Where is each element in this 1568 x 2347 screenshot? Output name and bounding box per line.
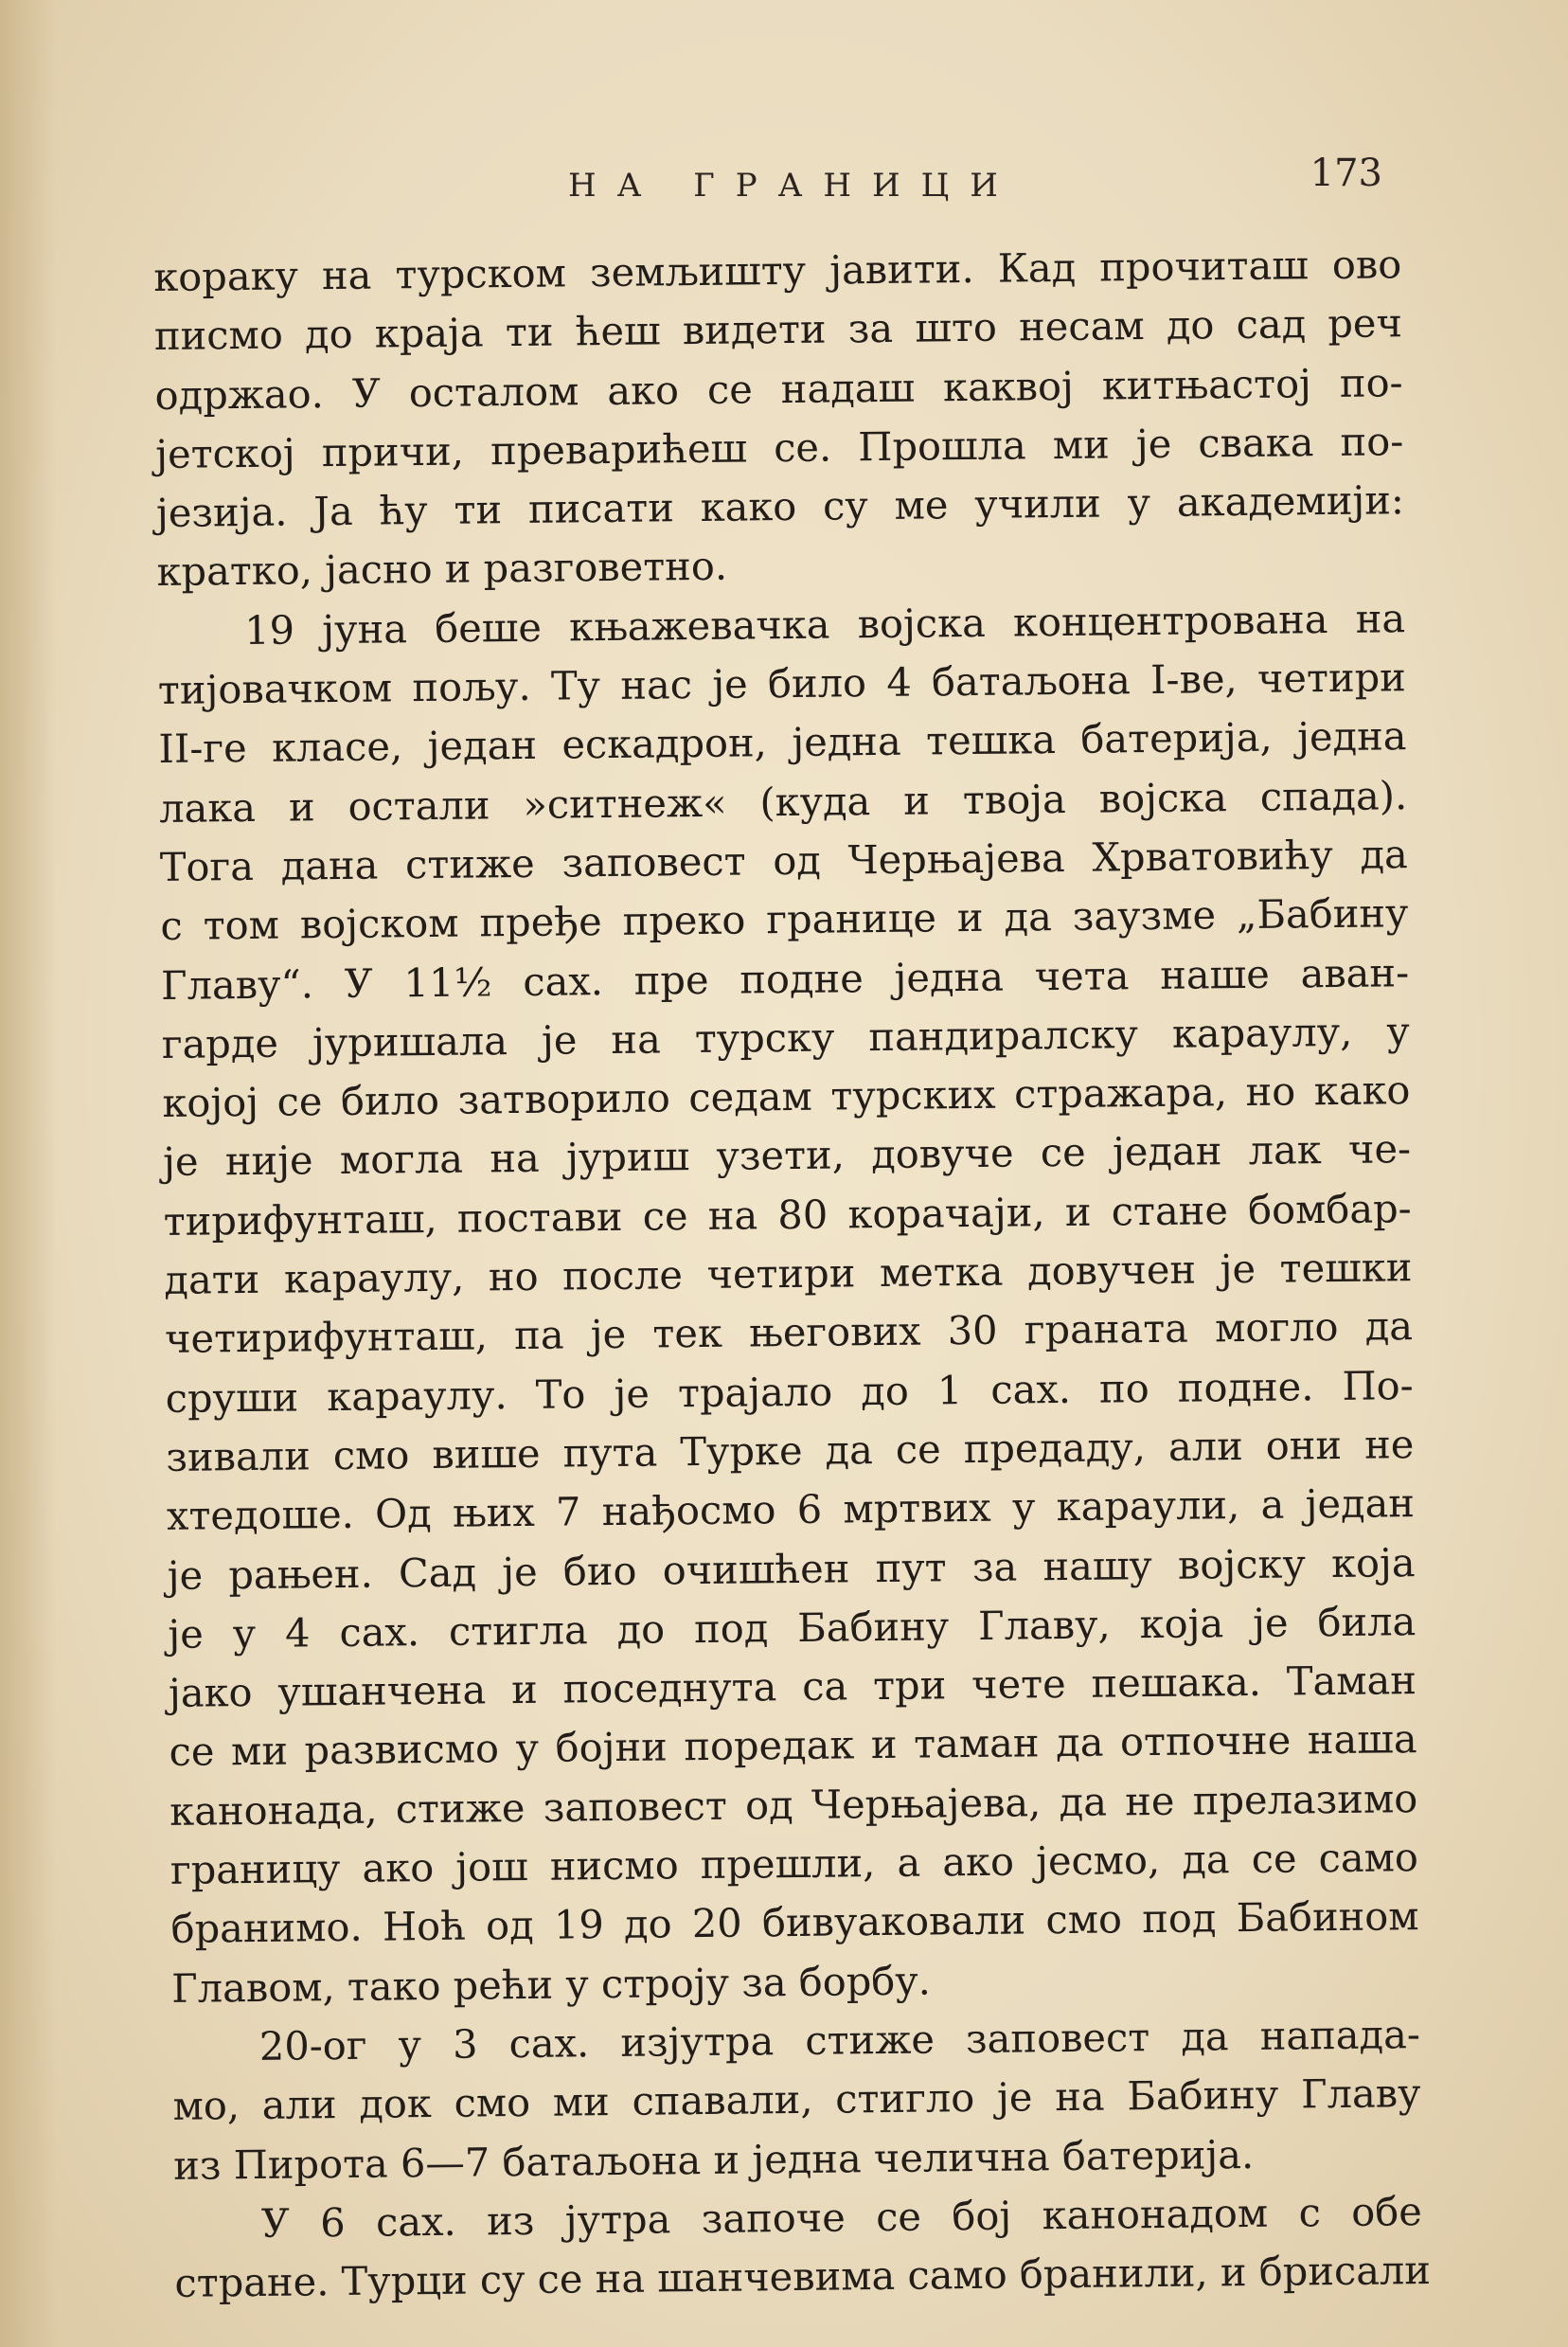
text-line: зивали смо више пута Турке да се предаду, али они не	[166, 1421, 1415, 1480]
text-line: је у 4 сах. стигла до под Бабину Главу, која је била	[168, 1597, 1417, 1657]
text-line: из Пирота 6—7 батаљона и једна челична батерија.	[172, 2130, 1255, 2189]
paragraph-p3	[172, 2005, 1422, 2195]
text-line: с том војском пређе преко границе и да заузме „Бабину	[160, 889, 1409, 950]
text-line: којој се било затворило седам турских стражара, но како	[162, 1066, 1411, 1127]
page-number: 173	[1310, 152, 1382, 195]
text-line: 20-ог у 3 сах. изјутра стиже заповест да напада-	[258, 2011, 1421, 2069]
text-line: сруши караулу. То је трајало до 1 сах. по подне. По-	[165, 1361, 1414, 1422]
running-title: НА ГРАНИЦИ	[568, 167, 1019, 205]
text-line: гарде јуришала је на турску пандиралску караулу, у	[161, 1008, 1410, 1067]
text-line: тирифунташ, постави се на 80 корачаји, и стане бомбар-	[163, 1184, 1412, 1245]
text-line: лака и остали »ситнеж« (куда и твоја војска спада).	[158, 771, 1408, 832]
text-line: 19 јуна беше књажевачка војска концентрована на	[243, 594, 1406, 654]
text-line: У 6 сах. из јутра започе се бој канонадом с обе	[260, 2187, 1423, 2247]
paragraph-p2	[157, 589, 1420, 2018]
text-line: је није могла на јуриш узети, довуче се један лак че-	[162, 1125, 1412, 1186]
text-line: Главом, тако рећи у строју за борбу.	[170, 1957, 932, 2012]
text-line: јако ушанчена и поседнута са три чете пешака. Таман	[168, 1657, 1417, 1717]
text-line: четирифунташ, па је тек његових 30 граната могло да	[164, 1302, 1414, 1363]
text-line: кратко, јасно и разговетно.	[156, 543, 728, 596]
text-line: тијовачком пољу. Ту нас је било 4 батаљона I-ве, четири	[157, 654, 1407, 714]
text-line: Главу“. У 11½ сах. пре подне једна чета наше аван-	[160, 948, 1410, 1009]
text-line: одржао. У осталом ако се надаш каквој китњастој по-	[154, 358, 1403, 419]
text-line: канонада, стиже заповест од Черњајева, да не прелазимо	[169, 1774, 1418, 1835]
text-line: бранимо. Ноћ од 19 до 20 бивуаковали смо под Бабином	[170, 1892, 1419, 1953]
text-line: Тога дана стиже заповест од Черњајева Хрватовићу да	[159, 831, 1409, 890]
page-edge-shadow	[0, 0, 57, 2347]
page-header	[151, 142, 1382, 218]
text-line: мо, али док смо ми спавали, стигло је на Бабину Главу	[172, 2069, 1421, 2130]
text-line: стране. Турци су се на шанчевима само бранили, и брисали	[174, 2247, 1432, 2306]
text-line: границу ако још нисмо прешли, а ако јесмо, да се само	[169, 1834, 1419, 1893]
text-line: писмо до краја ти ћеш видети за што несам до сад реч	[153, 299, 1403, 360]
text-line: дати караулу, но после четири метка довучен је тешки	[164, 1244, 1413, 1303]
text-line: језија. Ја ћу ти писати како су ме учили у академији:	[155, 476, 1405, 537]
text-line: кораку на турском земљишту јавити. Кад прочиташ ово	[153, 241, 1402, 300]
text-line: је рањен. Сад је био очишћен пут за нашу војску која	[167, 1538, 1416, 1599]
paragraph-p1	[153, 235, 1405, 602]
text-line: се ми развисмо у бојни поредак и таман да отпочне наша	[169, 1715, 1417, 1776]
paragraph-p4	[174, 2182, 1432, 2313]
text-line: хтедоше. Од њих 7 нађосмо 6 мртвих у караули, а један	[166, 1479, 1416, 1540]
text-line: јетској причи, преварићеш се. Прошла ми је свака по-	[155, 418, 1404, 477]
body-text	[153, 235, 1432, 2313]
text-line: II-ге класе, један ескадрон, једна тешка батерија, једна	[158, 712, 1407, 773]
